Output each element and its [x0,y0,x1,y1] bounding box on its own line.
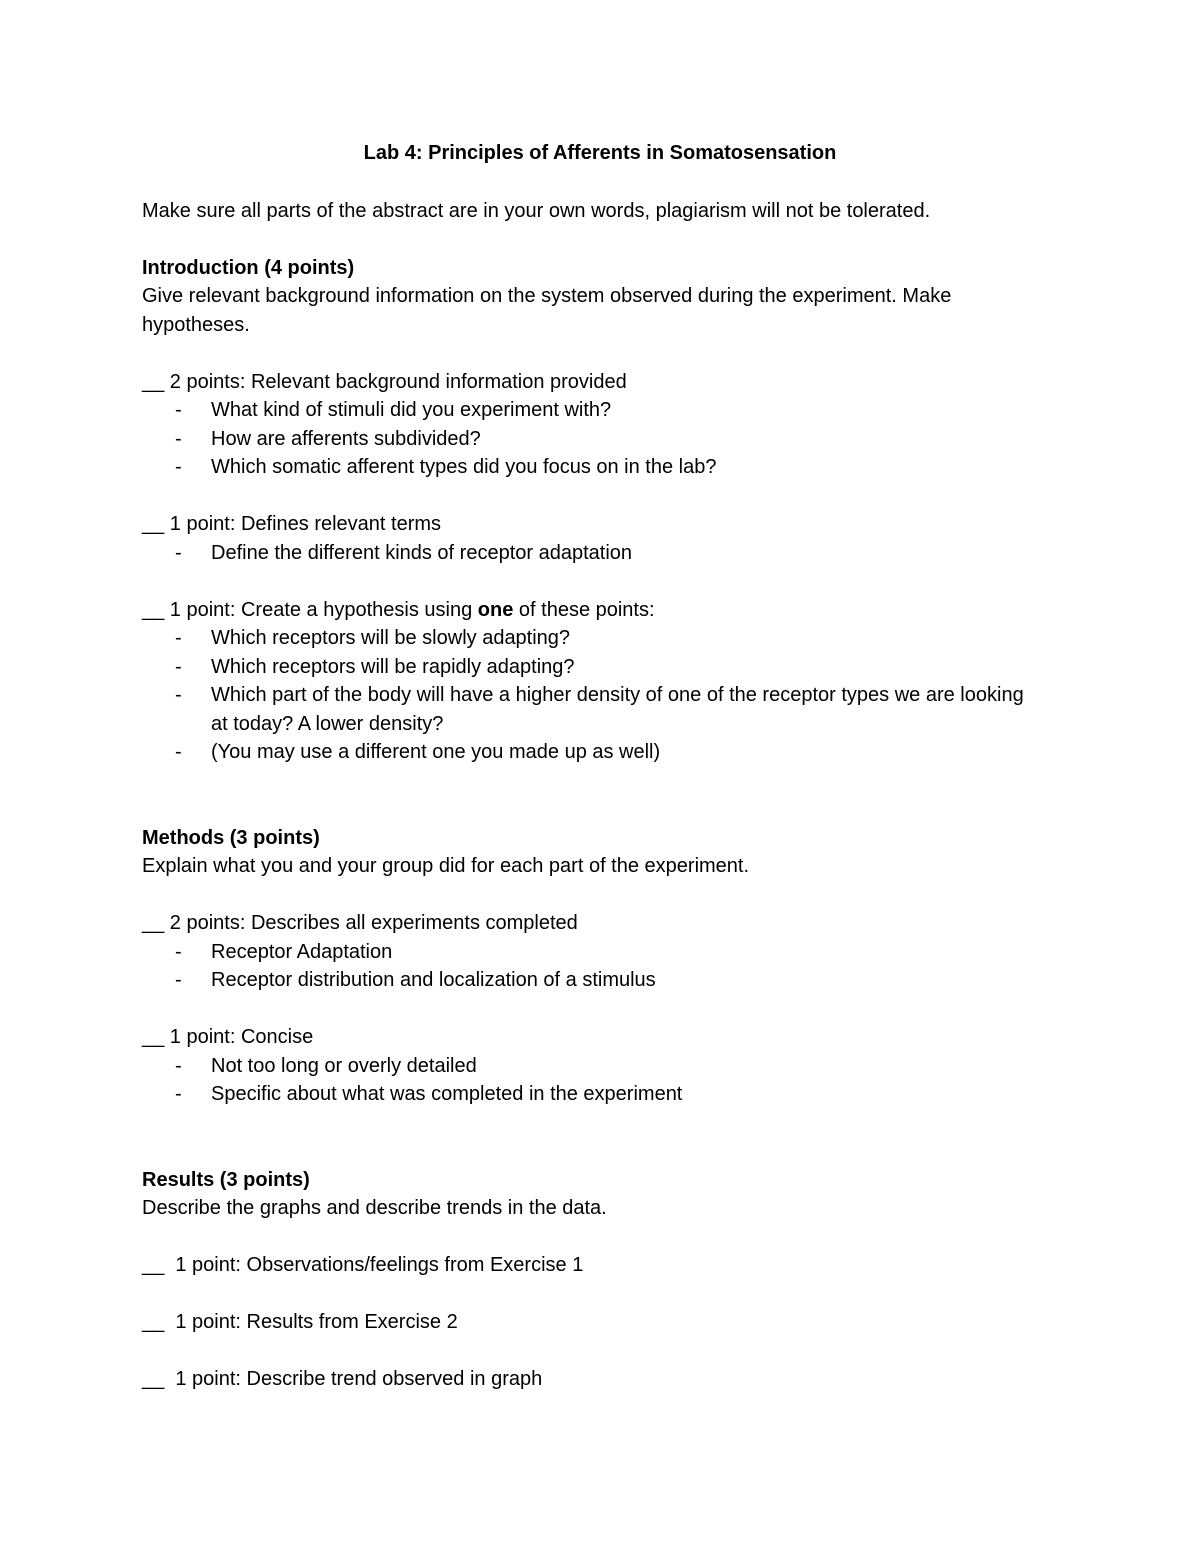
criterion-background-list [142,396,1042,482]
methods-description: Explain what you and your group did for each part of the experiment. [142,855,750,877]
spacer [142,1223,1042,1252]
document-body [142,139,1042,1394]
dash-bullet: - [175,684,182,706]
emphasis-one: one [477,598,514,621]
spacer [142,339,1042,368]
criterion-background-label: __ 2 points: Relevant background information provided [142,370,627,393]
spacer [142,995,1042,1024]
list-item: - (You may use a different one you made up as well) [142,738,1042,767]
list-item: - Receptor distribution and localization of a stimulus [142,966,1042,995]
criterion-exercise2-label: __ 1 point: Results from Exercise 2 [142,1311,458,1333]
results-description: Describe the graphs and describe trends in the data. [142,1197,607,1219]
spacer [142,1109,1042,1166]
dash-bullet: - [175,456,182,478]
list-item: - Which somatic afferent types did you focus on in the lab? [142,453,1042,482]
criterion-hypothesis-list [142,624,1042,767]
spacer [142,567,1042,596]
spacer [142,482,1042,511]
criterion-experiments-list [142,938,1042,995]
dash-bullet: - [175,741,182,763]
introduction-heading: Introduction (4 points) [142,256,355,279]
criterion-terms-label: __ 1 point: Defines relevant terms [142,513,442,535]
criterion-trend-label: __ 1 point: Describe trend observed in graph [142,1368,543,1390]
list-item: - What kind of stimuli did you experiment with? [142,396,1042,425]
results-heading: Results (3 points) [142,1168,310,1191]
criterion-exercise1-label: __ 1 point: Observations/feelings from Exercise 1 [142,1254,584,1276]
page-title: Lab 4: Principles of Afferents in Somatosensation [363,142,837,164]
dash-bullet: - [175,627,182,649]
list-item: - Which part of the body will have a higher density of one of the receptor types we are looking at today? A lower density? [142,681,1042,738]
spacer [142,767,1042,824]
dash-bullet: - [175,541,182,564]
dash-bullet: - [175,655,182,678]
dash-bullet: - [175,1083,182,1105]
list-item: - How are afferents subdivided? [142,425,1042,454]
criterion-terms-list [142,539,1042,568]
dash-bullet: - [175,399,182,421]
introduction-description: Give relevant background information on the system observed during the experiment. Make hypotheses. [142,285,952,336]
spacer [142,881,1042,910]
dash-bullet: - [175,1054,182,1077]
criterion-concise-list [142,1052,1042,1109]
criterion-experiments-label: __ 2 points: Describes all experiments completed [142,912,578,934]
spacer [142,1337,1042,1366]
list-item: - Not too long or overly detailed [142,1052,1042,1081]
spacer [142,225,1042,254]
list-item: - Which receptors will be slowly adapting? [142,624,1042,653]
list-item: - Which receptors will be rapidly adapting? [142,653,1042,682]
dash-bullet: - [175,427,182,450]
methods-heading: Methods (3 points) [142,826,320,849]
list-item: - Define the different kinds of receptor adaptation [142,539,1042,568]
dash-bullet: - [175,940,182,963]
criterion-concise-label: __ 1 point: Concise [142,1026,314,1048]
plagiarism-note: Make sure all parts of the abstract are in your own words, plagiarism will not be tolerated. [142,199,931,222]
spacer [142,1280,1042,1309]
list-item: - Specific about what was completed in the experiment [142,1080,1042,1109]
list-item: - Receptor Adaptation [142,938,1042,967]
dash-bullet: - [175,969,182,991]
criterion-hypothesis-label: __ 1 point: Create a hypothesis using one of these points: [142,598,655,621]
